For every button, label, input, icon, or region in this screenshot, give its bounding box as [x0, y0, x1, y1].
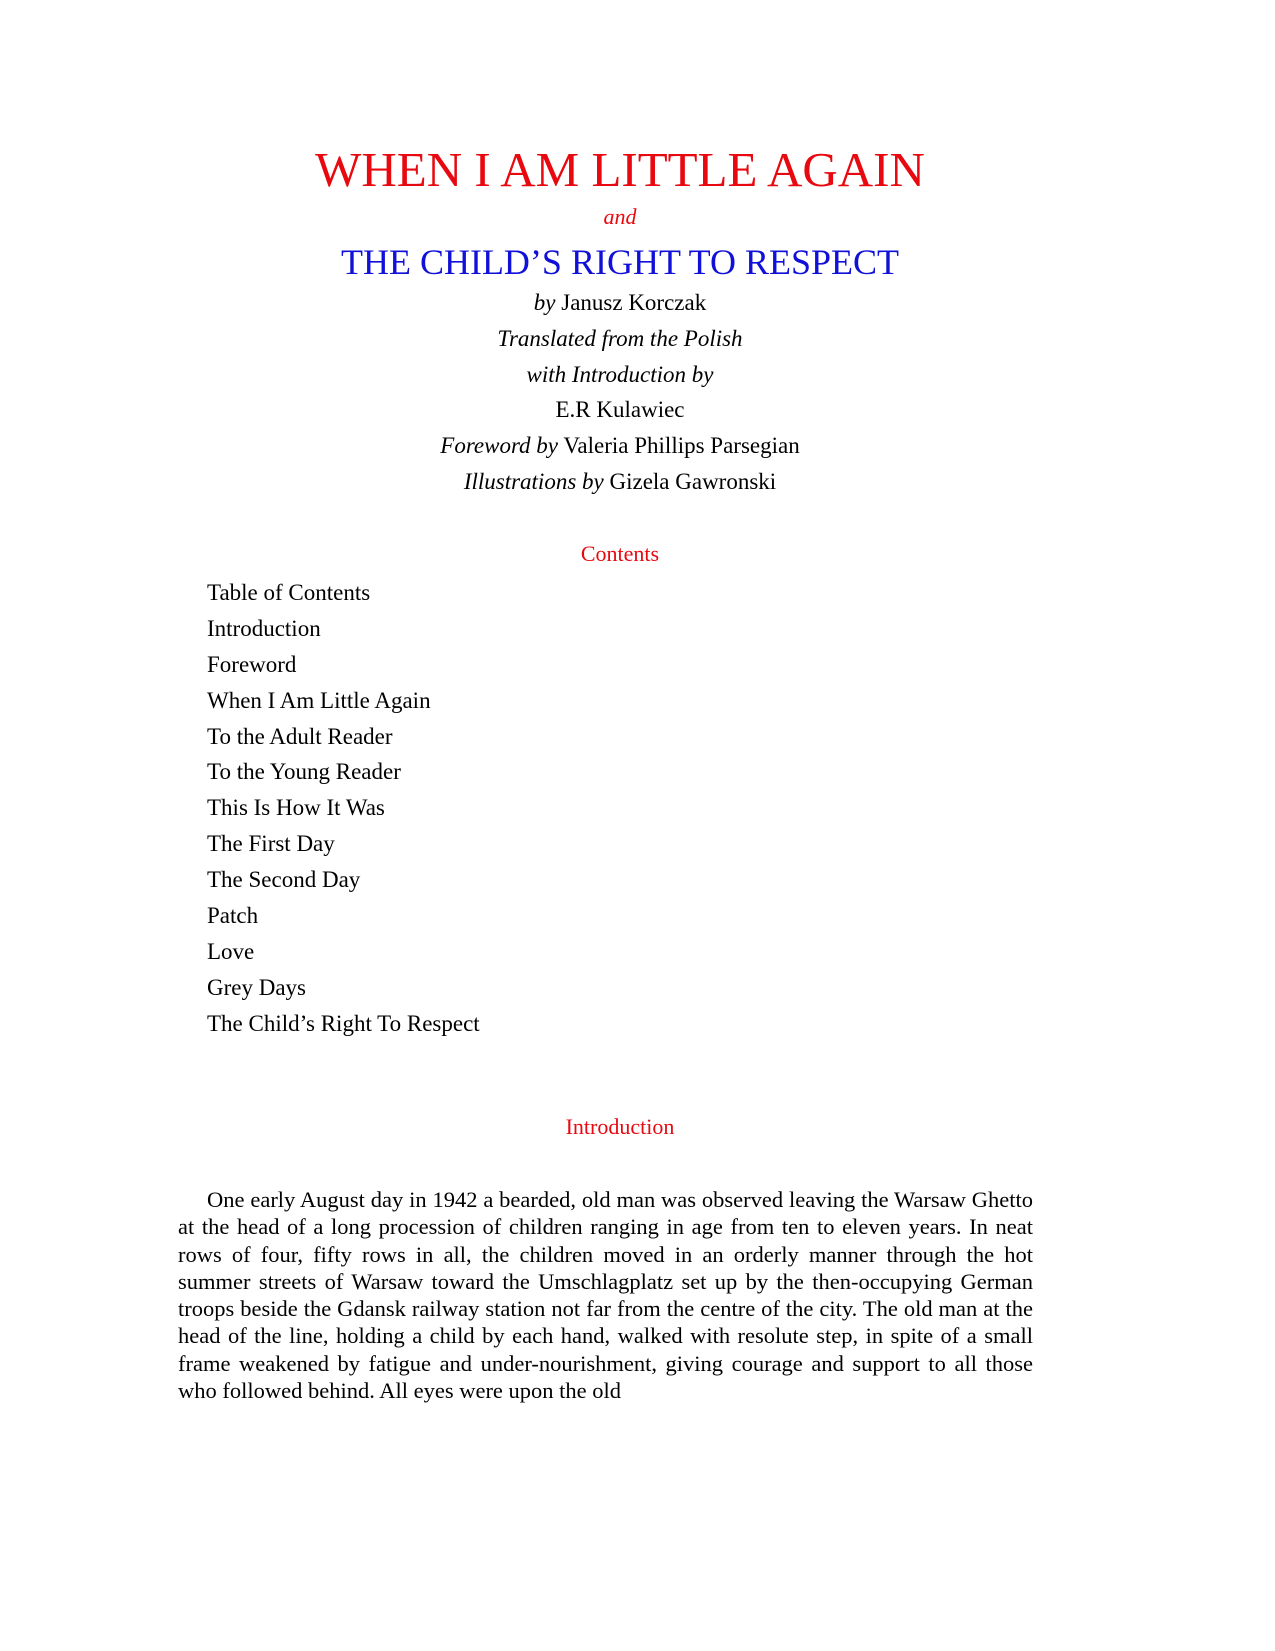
table-of-contents: [207, 575, 480, 1042]
introducer-name: E.R Kulawiec: [555, 397, 685, 422]
illustrations-credit: [0, 467, 1240, 497]
toc-item[interactable]: The Second Day: [207, 867, 361, 893]
toc-item[interactable]: When I Am Little Again: [207, 687, 431, 713]
toc-item[interactable]: To the Young Reader: [207, 759, 401, 785]
credit-prefix: by: [533, 290, 556, 315]
toc-item[interactable]: To the Adult Reader: [207, 723, 393, 749]
introduction-author: [0, 395, 1240, 425]
illustrator-name: Gizela Gawronski: [609, 469, 777, 494]
toc-item[interactable]: This Is How It Was: [207, 795, 385, 821]
second-book-title: THE CHILD’S RIGHT TO RESPECT: [340, 242, 900, 282]
toc-item[interactable]: Foreword: [207, 651, 297, 677]
contents-heading: Contents: [580, 541, 660, 566]
credit-prefix: Foreword by: [440, 433, 559, 458]
credit-prefix: Translated from the Polish: [497, 326, 743, 351]
title-conjunction: and: [603, 204, 637, 229]
translation-credit: [0, 324, 1240, 354]
toc-item[interactable]: Grey Days: [207, 974, 306, 1000]
introduction-paragraph: One early August day in 1942 a bearded, old man was observed leaving the Warsaw Ghetto at the head of a long procession of children ranging in age from ten to eleven years. In neat rows of four, fifty rows in all, the children moved in an orderly manner through the hot summer streets of Warsaw toward the Umschlagplatz set up by the then-occupying German troops beside the Gdansk railway station not far from the centre of the city. The old man at the head of the line, holding a child by each hand, walked with resolute step, in spite of a small frame weakened by fatigue and under-nourishment, giving courage and support to all those who followed behind. All eyes were upon the old: [178, 1187, 1033, 1404]
foreword-credit: [0, 431, 1240, 461]
toc-item[interactable]: Patch: [207, 903, 259, 929]
toc-item[interactable]: Introduction: [207, 615, 321, 641]
credit-prefix: with Introduction by: [526, 362, 714, 387]
credit-prefix: Illustrations by: [463, 469, 604, 494]
toc-item[interactable]: Table of Contents: [207, 580, 371, 605]
book-title: WHEN I AM LITTLE AGAIN: [315, 142, 925, 197]
introduction-heading: Introduction: [565, 1114, 675, 1139]
toc-item[interactable]: The Child’s Right To Respect: [207, 1010, 480, 1036]
toc-item[interactable]: Love: [207, 938, 255, 964]
author-credit: [0, 288, 1240, 318]
introduction-credit: [0, 360, 1240, 390]
author-name: Janusz Korczak: [561, 290, 707, 315]
foreword-author-name: Valeria Phillips Parsegian: [563, 433, 800, 458]
toc-item[interactable]: The First Day: [207, 831, 335, 857]
